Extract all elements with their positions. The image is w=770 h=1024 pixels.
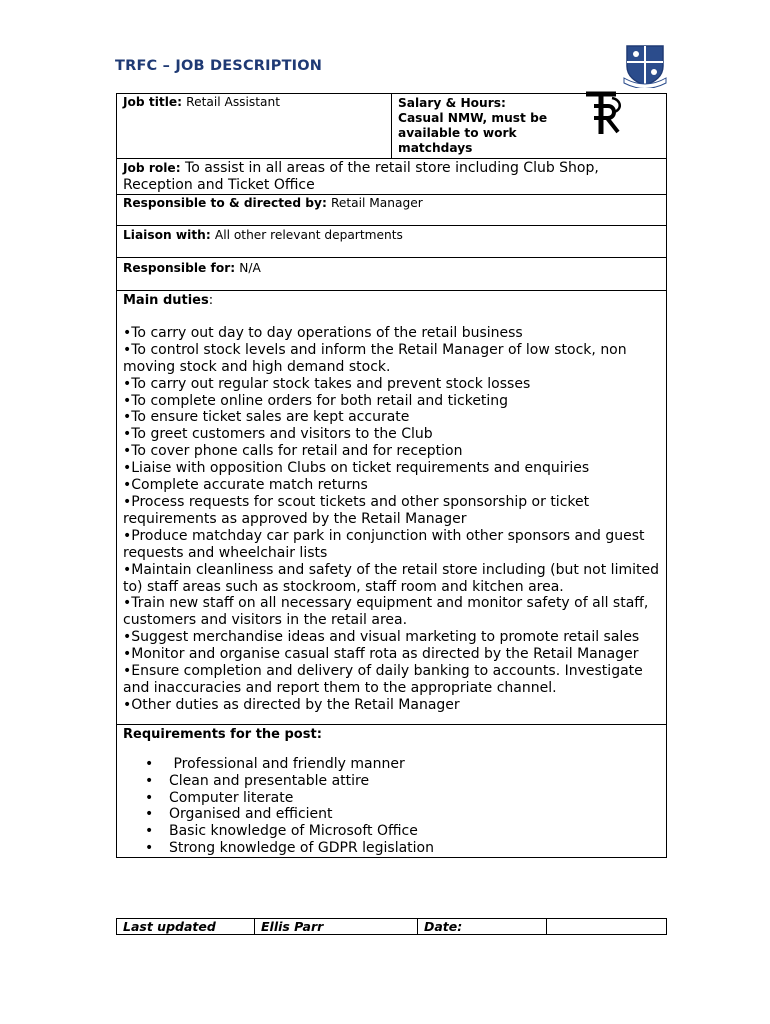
- date-value: [547, 919, 667, 935]
- requirement-item: • Professional and friendly manner: [169, 756, 660, 773]
- last-updated-label: Last updated: [117, 919, 255, 935]
- job-title-cell: [117, 94, 392, 159]
- duty-item: •To carry out regular stock takes and prevent stock losses: [123, 375, 531, 392]
- job-description-table: [116, 93, 667, 858]
- duty-item: •To cover phone calls for retail and for reception: [123, 443, 463, 460]
- responsible-to-value: Retail Manager: [330, 196, 423, 210]
- row-requirements: [117, 724, 667, 857]
- duty-item: •Process requests for scout tickets and other sponsorship or ticket requirements as approved by the Retail Manager: [123, 493, 590, 527]
- duty-item: •Maintain cleanliness and safety of the retail store including (but not limited to) staff areas such as stockroom, staff room and kitchen area.: [123, 561, 659, 595]
- liaison-label: Liaison with:: [123, 228, 211, 242]
- job-role-value: To assist in all areas of the retail store including Club Shop, Reception and Ticket Office: [123, 160, 599, 193]
- job-title-label: Job title:: [123, 95, 183, 109]
- duty-item: •To ensure ticket sales are kept accurate: [123, 409, 410, 426]
- main-duties-heading: Main duties:: [123, 293, 214, 308]
- requirements-list: [123, 756, 660, 857]
- footer-row: [117, 919, 667, 935]
- row-responsible-for: [117, 258, 667, 291]
- duty-item: •Train new staff on all necessary equipment and monitor safety of all staff, customers and visitors in the retail area.: [123, 595, 649, 629]
- job-title-value: Retail Assistant: [186, 95, 281, 109]
- responsible-for-value: N/A: [239, 261, 261, 275]
- duty-item: •Complete accurate match returns: [123, 477, 368, 494]
- club-crest-icon: [622, 44, 668, 88]
- row-responsible-to: [117, 195, 667, 226]
- duty-item: •Other duties as directed by the Retail Manager: [123, 696, 460, 713]
- duty-item: •Monitor and organise casual staff rota as directed by the Retail Manager: [123, 646, 639, 663]
- requirement-item: • Basic knowledge of Microsoft Office: [169, 823, 660, 840]
- salary-cell: [392, 94, 667, 159]
- requirement-item: • Computer literate: [169, 790, 660, 807]
- job-role-label: Job role:: [123, 161, 181, 175]
- liaison-value: All other relevant departments: [214, 228, 403, 242]
- row-title-salary: [117, 94, 667, 159]
- requirement-item: • Organised and efficient: [169, 806, 660, 823]
- page-title: TRFC – JOB DESCRIPTION: [115, 58, 323, 74]
- responsible-to-cell: [117, 195, 667, 226]
- footer-table: [116, 918, 667, 935]
- responsible-for-label: Responsible for:: [123, 261, 236, 275]
- responsible-to-label: Responsible to & directed by:: [123, 196, 327, 210]
- duty-item: •Produce matchday car park in conjunction with other sponsors and guest requests and wheelchair lists: [123, 527, 645, 561]
- main-duties-cell: [117, 291, 667, 725]
- duty-item: •Ensure completion and delivery of daily banking to accounts. Investigate and inaccuracies and report them to the appropriate channel.: [123, 663, 643, 696]
- row-job-role: [117, 159, 667, 195]
- responsible-for-cell: [117, 258, 667, 291]
- duty-item: •To carry out day to day operations of the retail business: [123, 324, 523, 341]
- liaison-cell: [117, 226, 667, 258]
- requirement-item: • Clean and presentable attire: [169, 773, 660, 790]
- requirements-heading: Requirements for the post:: [123, 726, 322, 742]
- salary-label: Salary & Hours:: [398, 96, 506, 110]
- duty-item: •To control stock levels and inform the Retail Manager of low stock, non moving stock and high demand stock.: [123, 341, 627, 375]
- job-role-cell: [117, 159, 667, 195]
- duty-item: •To greet customers and visitors to the Club: [123, 426, 433, 443]
- requirements-cell: [117, 724, 667, 857]
- duty-item: •To complete online orders for both retail and ticketing: [123, 392, 509, 409]
- duty-item: •Liaise with opposition Clubs on ticket requirements and enquiries: [123, 460, 590, 477]
- row-main-duties: [117, 291, 667, 725]
- requirement-item: • Strong knowledge of GDPR legislation: [169, 840, 660, 857]
- row-liaison: [117, 226, 667, 258]
- date-label: Date:: [418, 919, 547, 935]
- duty-item: •Suggest merchandise ideas and visual marketing to promote retail sales: [123, 629, 640, 646]
- salary-value: Casual NMW, must be available to work matchdays: [398, 111, 548, 155]
- last-updated-value: Ellis Parr: [255, 919, 418, 935]
- duties-list: [123, 325, 660, 714]
